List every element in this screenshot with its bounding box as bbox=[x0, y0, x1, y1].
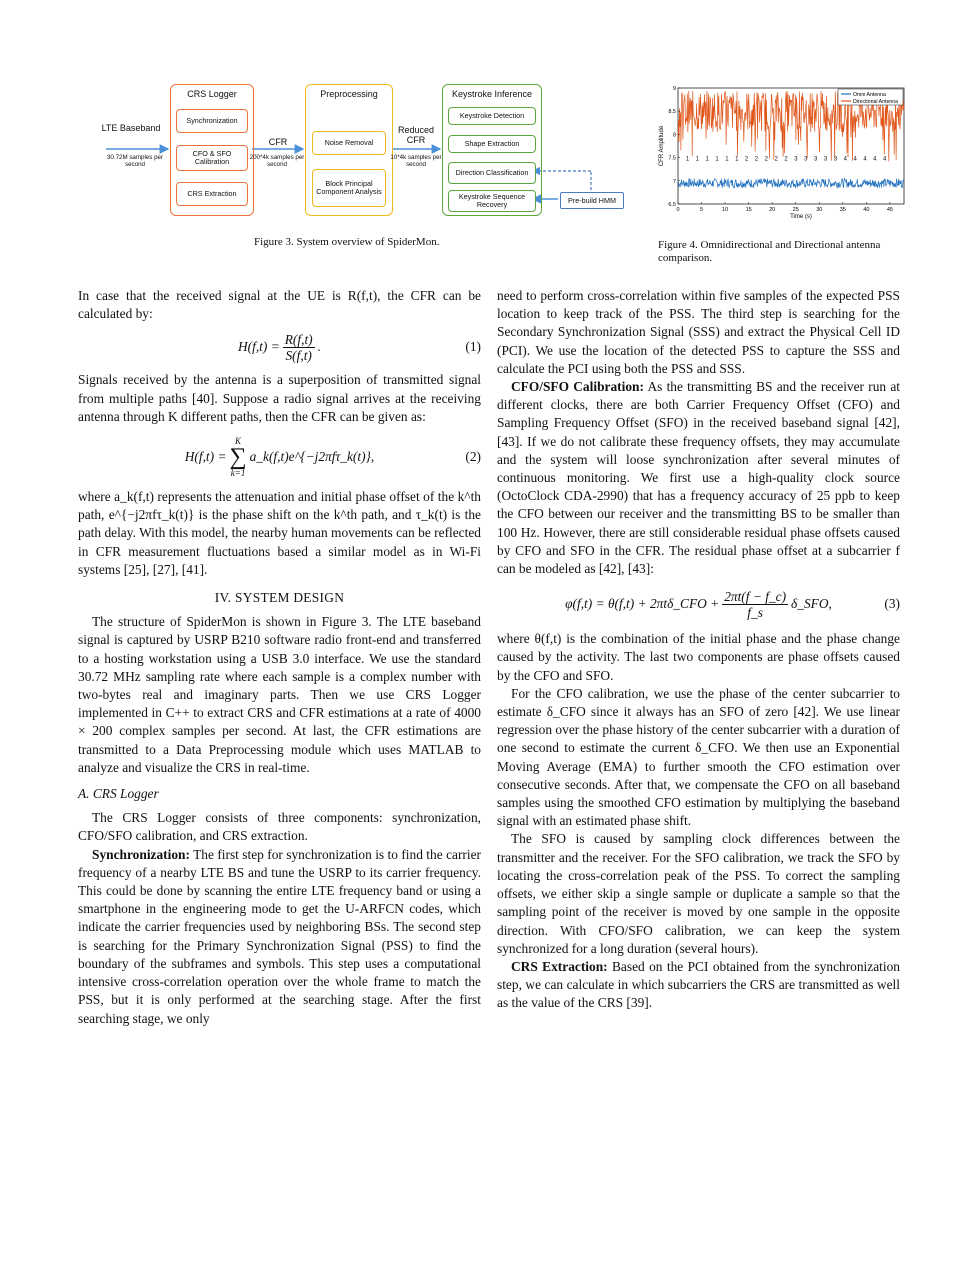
annotation-label: 3 bbox=[823, 156, 828, 163]
annotation-label: 4 bbox=[873, 156, 877, 163]
keystroke-inference-block bbox=[442, 84, 542, 216]
annotation-label: 1 bbox=[735, 156, 739, 163]
summation bbox=[230, 436, 247, 478]
right-column bbox=[497, 287, 900, 1013]
run-in-heading: CRS Extraction: bbox=[511, 958, 608, 974]
preprocessing-title: Preprocessing bbox=[320, 89, 378, 99]
paragraph: where a_k(f,t) represents the attenuation and initial phase offset of the k^th path, e^{−j2πfτ_k(t)} is the phase shift on the k^th path, and τ_k(t) is the path delay. With this model, the nearby human movements can be reflected in CFR measurement fluctuations based a similar model as in Wi-Fi systems [25], [27], [41]. bbox=[78, 489, 481, 577]
annotation-label: 1 bbox=[715, 156, 719, 163]
input-rate-label: 30.72M samples per second bbox=[106, 154, 164, 168]
paragraph bbox=[78, 846, 481, 1028]
paragraph: The SFO is caused by sampling clock differences between the transmitter and the receiver. For the SFO calibration, we track the SFO by locating the cross-correlation peak of the PSS. To correct the sampling offsets, we either skip a single sample or duplicate a sample so that the sampling point of the receiver is moved by one sample in the opposite direction. With CFO/SFO calibration, we can keep the system synchronized for a long duration (several hours). bbox=[497, 831, 900, 956]
annotation-label: 1 bbox=[725, 156, 729, 163]
equation-fraction bbox=[722, 589, 788, 620]
paragraph: The CRS Logger consists of three components: synchronization, CFO/SFO calibration, and CRS extraction. bbox=[78, 810, 481, 844]
block-pca-box: Block Principal Component Analysis bbox=[312, 169, 386, 207]
fraction-denominator: S(f,t) bbox=[285, 347, 312, 363]
x-tick-label: 15 bbox=[745, 207, 752, 213]
annotation-label: 4 bbox=[853, 156, 857, 163]
annotation-label: 1 bbox=[705, 156, 709, 163]
y-tick-label: 7 bbox=[672, 178, 676, 185]
paragraph: where θ(f,t) is the combination of the initial phase and the phase change caused by the activity. The last two components are phase offsets caused by the CFO and SFO. bbox=[497, 631, 900, 683]
chart-svg bbox=[658, 82, 908, 234]
y-tick-label: 7.5 bbox=[668, 155, 676, 162]
x-tick-label: 40 bbox=[863, 207, 870, 213]
y-tick-label: 8.5 bbox=[668, 109, 676, 116]
sum-symbol: ∑ bbox=[229, 444, 247, 471]
left-column bbox=[78, 287, 481, 1028]
paragraph: need to perform cross-correlation within five samples of the expected PSS location to keep track of the PSS. The third step is searching for the Secondary Synchronization Signal (SSS) and extract the Physical Cell ID (PCI). We use the location of the detected PSS to capture the SSS and calculate the PCI using both the PSS and SSS. bbox=[497, 288, 900, 376]
annotation-label: 2 bbox=[784, 156, 788, 163]
paragraph-body: Based on the PCI obtained from the synchronization step, we can calculate in which subcarriers the CRS are transmitted as well as the value of the CRS [39]. bbox=[497, 958, 900, 1011]
equation-tail: . bbox=[317, 339, 321, 355]
crs-logger-title: CRS Logger bbox=[187, 89, 237, 99]
annotation-label: 4 bbox=[883, 156, 887, 163]
paragraph bbox=[497, 958, 900, 1013]
run-in-heading: CFO/SFO Calibration: bbox=[511, 379, 644, 395]
keystroke-sequence-recovery-box: Keystroke Sequence Recovery bbox=[448, 190, 536, 212]
x-tick-label: 20 bbox=[769, 207, 776, 213]
annotation-label: 3 bbox=[813, 156, 818, 163]
x-tick-label: 45 bbox=[886, 207, 893, 213]
annotation-label: 2 bbox=[774, 156, 778, 163]
antenna-comparison-chart bbox=[658, 82, 908, 234]
annotation-label: 2 bbox=[744, 156, 749, 163]
annotation-label: 3 bbox=[794, 156, 798, 163]
x-axis-label: Time (s) bbox=[790, 214, 812, 220]
x-tick-label: 10 bbox=[722, 207, 729, 213]
annotation-label: 4 bbox=[863, 156, 867, 163]
fraction-numerator: 2πt(f − f_c) bbox=[724, 588, 787, 604]
annotation-label: 3 bbox=[833, 156, 838, 163]
lte-baseband-label: LTE Baseband bbox=[101, 123, 161, 133]
cfo-sfo-calibration-box: CFO & SFO Calibration bbox=[176, 145, 248, 171]
equation-3 bbox=[497, 582, 900, 626]
equation-lhs: H(f,t) = bbox=[237, 339, 280, 355]
keystroke-detection-box: Keystroke Detection bbox=[448, 107, 536, 125]
paragraph: In case that the received signal at the UE is R(f,t), the CFR can be calculated by: bbox=[78, 288, 481, 322]
equation-lhs: φ(f,t) = θ(f,t) + 2πtδ_CFO + bbox=[565, 596, 720, 612]
equation-tail: δ_SFO, bbox=[791, 596, 832, 612]
pre-build-hmm-box: Pre-build HMM bbox=[560, 192, 624, 209]
annotation-label: 2 bbox=[764, 156, 769, 163]
crs-logger-block bbox=[170, 84, 254, 216]
paragraph: Signals received by the antenna is a superposition of transmitted signal from multiple paths [40]. Suppose a radio signal arrives at the receiving antenna through K different paths, then the CFR can be given as: bbox=[78, 372, 481, 424]
fraction-denominator: f_s bbox=[747, 604, 763, 620]
y-tick-label: 9 bbox=[672, 86, 676, 92]
fraction-numerator: R(f,t) bbox=[284, 331, 313, 347]
x-tick-label: 25 bbox=[792, 207, 799, 213]
direction-classification-box: Direction Classification bbox=[448, 162, 536, 184]
paragraph: For the CFO calibration, we use the phase of the center subcarrier to estimate δ_CFO since it always has an SFO of zero [42]. We use linear regression over the phase history of the center subcarrier with a duration of one second to estimate the current δ_CFO. We then use an Exponential Moving Average (EMA) to further smooth the CFO estimation over consecutive seconds. After that, we compensate the CFO on all baseband samples using the smoothed CFO estimation by multiplying the baseband signal with an estimated phase shift. bbox=[497, 685, 900, 829]
annotation-label: 2 bbox=[754, 156, 759, 163]
equation-number: (2) bbox=[465, 448, 481, 464]
paragraph-body: As the transmitting BS and the receiver run at different clocks, there are both Carrier Frequency Offset (CFO) and Sampling Frequency Offset (SFO) in the received baseband signal [42], [43]. If we do not calibrate these frequency offsets, they may accumulate and the system will loose synchronization after several minutes of continuous monitoring. We first use a high-quality clock source (OctoClock CDA-2990) that has a frequency accuracy of 25 ppb to keep the CFO between our receiver and the transmitting BS to be smaller than 100 Hz. However, there are still considerable residual phase offsets caused by CFO and SFO in the CFR. The residual phase offset at a subcarrier f can be modeled as [42], [43]: bbox=[497, 379, 900, 577]
reduced-cfr-label: Reduced CFR bbox=[397, 125, 435, 145]
crs-extraction-box: CRS Extraction bbox=[176, 182, 248, 206]
subsection-heading: A. CRS Logger bbox=[78, 786, 159, 802]
y-axis-label: CFR Amplitude bbox=[659, 125, 665, 167]
run-in-heading: Synchronization: bbox=[92, 846, 190, 862]
synchronization-box: Synchronization bbox=[176, 109, 248, 133]
reduced-cfr-rate-label: 10*4k samples per second bbox=[390, 154, 442, 168]
x-tick-label: 0 bbox=[676, 207, 680, 213]
noise-removal-box: Noise Removal bbox=[312, 131, 386, 155]
figure3-caption: Figure 3. System overview of SpiderMon. bbox=[254, 236, 440, 248]
annotation-label: 1 bbox=[695, 156, 699, 163]
cfr-label: CFR bbox=[268, 137, 288, 147]
preprocessing-block bbox=[305, 84, 393, 216]
section-heading: IV. SYSTEM DESIGN bbox=[214, 590, 345, 606]
x-tick-label: 5 bbox=[700, 207, 704, 213]
paragraph: The structure of SpiderMon is shown in Figure 3. The LTE baseband signal is captured by USRP B210 software radio front-end and transferred to a hosting workstation using a USB 3.0 interface. We use the standard 30.72 MHz sampling rate where each sample is a complex number with two-bytes real and imaginary parts. Then we use CRS Logger implemented in C++ to extract CRS and CFR estimations at a rate of 4000 × 200 complex samples per second. At last, the CFR estimations are transmitted to a Data Preprocessing module which uses MATLAB to analyze and visualize the CRS in real-time. bbox=[78, 614, 481, 775]
legend-label: Omni Antenna bbox=[853, 92, 886, 98]
figure4-caption: Figure 4. Omnidirectional and Directional antenna comparison. bbox=[658, 239, 881, 264]
sum-upper-limit: K bbox=[235, 436, 242, 447]
sum-lower-limit: k=1 bbox=[230, 468, 246, 479]
y-tick-label: 8 bbox=[672, 132, 676, 139]
paragraph bbox=[497, 378, 900, 578]
equation-1 bbox=[78, 327, 481, 367]
x-tick-label: 35 bbox=[839, 207, 846, 213]
shape-extraction-box: Shape Extraction bbox=[448, 135, 536, 153]
series-line bbox=[678, 179, 904, 188]
annotation-label: 4 bbox=[843, 156, 847, 163]
cfr-rate-label: 200*4k samples per second bbox=[249, 154, 305, 168]
legend-label: Directional Antenna bbox=[853, 99, 898, 105]
annotation-label: 3 bbox=[804, 156, 808, 163]
equation-2 bbox=[78, 430, 481, 484]
keystroke-inference-title: Keystroke Inference bbox=[451, 89, 533, 99]
equation-number: (1) bbox=[465, 339, 481, 355]
paragraph-body: The first step for synchronization is to find the carrier frequency of a nearby LTE BS and tune the USRP to its carrier frequency. This could be done by scanning the entire LTE frequency band or using a smartphone in the engineering mode to get the U-ARFCN codes, which indicate the carrier frequencies used by neighboring BSs. The second step is searching for the Primary Synchronization Signal (PSS) to find the boundary of the subframes and symbols. This step uses a computational intensive cross-correlation operation over the whole frame to match the PSS, but it is only performed at the searching stage. After the first searching stage, we only bbox=[78, 846, 481, 1026]
x-tick-label: 30 bbox=[816, 207, 823, 213]
y-tick-label: 6.5 bbox=[668, 202, 676, 208]
annotation-label: 1 bbox=[685, 156, 690, 163]
equation-lhs: H(f,t) = bbox=[184, 448, 227, 464]
system-overview-figure bbox=[100, 80, 616, 250]
equation-fraction bbox=[283, 332, 315, 363]
equation-number: (3) bbox=[884, 596, 900, 612]
equation-rhs: a_k(f,t)e^{−j2πfτ_k(t)}, bbox=[249, 448, 375, 464]
